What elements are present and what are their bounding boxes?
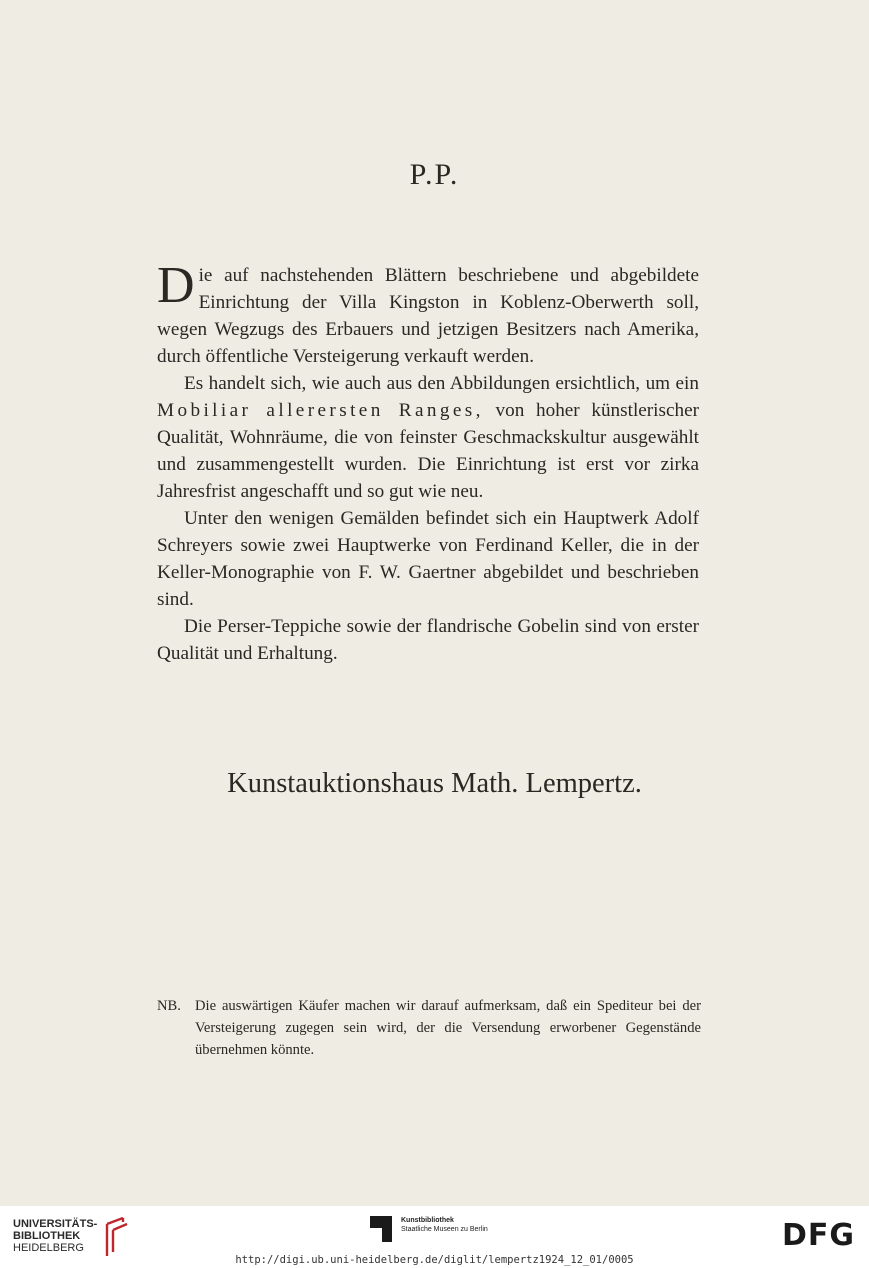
auction-house-signature: Kunstauktionshaus Math. Lempertz. [227,768,642,799]
ub-emblem-icon [101,1214,131,1258]
kb-line-1: Kunstbibliothek [401,1217,454,1224]
page-heading: P.P. [409,158,460,191]
ub-line-2: BIBLIOTHEK [13,1230,81,1242]
paragraph-4: Die Perser-Teppiche sowie der flandrische Gobelin sind von erster Qualität und Erhaltung. [157,616,699,664]
body-text [157,257,699,667]
footnote [157,995,701,1061]
footnote-text: Die auswärtigen Käufer machen wir darauf aufmerksam, daß ein Spediteur bei der Versteigerung zugegen sein wird, der die Versendung erworbener Gegenstände übernehmen könnte. [195,998,701,1058]
kb-line-2: Staatliche Museen zu Berlin [401,1226,488,1233]
kunstbibliothek-logo[interactable] [370,1216,488,1242]
digitization-footer [0,1206,869,1268]
ub-line-1: UNIVERSITÄTS- [13,1218,98,1230]
paragraph-2-emphasis: Mobiliar allerersten Ranges, [157,400,484,421]
ub-heidelberg-wordmark [13,1218,97,1254]
ub-heidelberg-logo[interactable] [13,1214,131,1258]
paragraph-2-before: Es handelt sich, wie auch aus den Abbildungen ersichtlich, um ein [184,373,699,394]
footnote-label: NB. [157,998,181,1014]
paragraph-2-after: von hoher künstlerischer Qualität, Wohnräume, die von feinster Geschmackskultur ausgewählt und zusammengestellt wurden. Die Einrichtung ist erst vor zirka Jahresfrist angeschafft und so gut wie neu. [157,400,699,502]
paragraph-1-text: ie auf nachstehenden Blättern beschriebene und abgebildete Einrichtung der Villa Kingston in Koblenz-Oberwerth soll, wegen Wegzugs des Erbauers und jetzigen Besitzers nach Amerika, durch öffentliche Versteigerung verkauft werden. [157,265,699,367]
paragraph-3: Unter den wenigen Gemälden befindet sich ein Hauptwerk Adolf Schreyers sowie zwei Hauptwerke von Ferdinand Keller, die in der Keller-Monographie von F. W. Gaertner abgebildet und beschrieben sind. [157,508,699,610]
paragraph-2 [157,370,699,505]
drop-cap-initial: D [157,257,195,314]
ub-line-3: HEIDELBERG [13,1242,84,1254]
paragraph-1 [157,257,699,370]
permalink-url[interactable]: http://digi.ub.uni-heidelberg.de/diglit/lempertz1924_12_01/0005 [235,1254,634,1266]
kunstbibliothek-emblem-icon [370,1216,396,1242]
dfg-logo[interactable]: DFG [781,1218,855,1253]
kunstbibliothek-wordmark [401,1216,488,1234]
